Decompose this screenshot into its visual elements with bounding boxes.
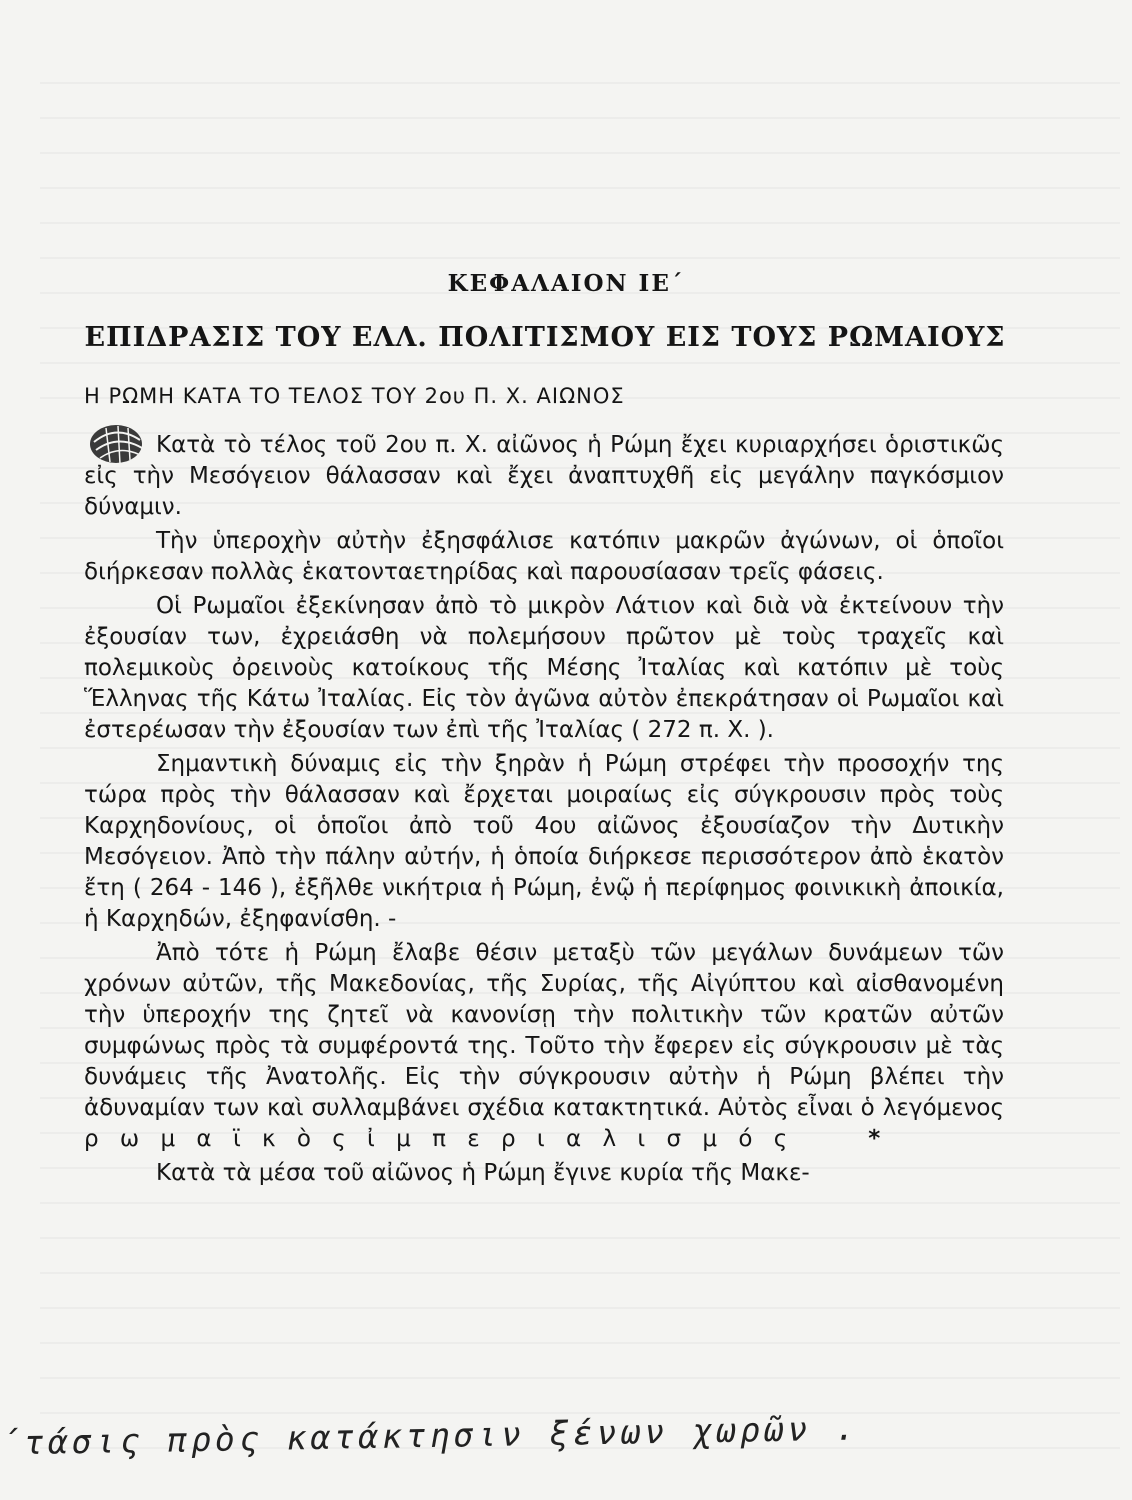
paragraph: Κατὰ τὰ μέσα τοῦ αἰῶνος ἡ Ρώμη ἔγινε κυρία τῆς Μακε-	[156, 1160, 810, 1186]
paragraph: Κατὰ τὸ τέλος τοῦ 2ου π. Χ. αἰῶνος ἡ Ρώμη ἔχει κυριαρχήσει ὁριστικῶς εἰς τὴν Μεσόγειον θάλασσαν καὶ ἔχει ἀναπτυχθῆ εἰς μεγάλην παγκόσμιον δύναμιν.	[84, 432, 1004, 520]
paragraph: Σημαντικὴ δύναμις εἰς τὴν ξηρὰν ἡ Ρώμη στρέφει τὴν προσοχήν της τώρα πρὸς τὴν θάλασσαν καὶ ἔρχεται μοιραίως εἰς σύγκρουσιν πρὸς τοὺς Καρχηδονίους, οἱ ὁποῖοι ἀπὸ τοῦ 4ου αἰῶνος ἐξουσίαζον τὴν Δυτικὴν Μεσόγειον. Ἀπὸ τὴν πάλην αὐτήν, ἡ ὁποία διήρκεσε περισσότερον ἀπὸ ἑκατὸν ἔτη ( 264 - 146 ), ἐξῆλθε νικήτρια ἡ Ρώμη, ἐνῷ ἡ περίφημος φοινικικὴ ἀποικία, ἡ Καρχηδών, ἐξηφανίσθη. -	[84, 751, 1004, 932]
page-title: ΕΠΙΔΡΑΣΙΣ ΤΟΥ ΕΛΛ. ΠΟΛΙΤΙΣΜΟΥ ΕΙΣ ΤΟΥΣ ΡΩΜΑΙΟΥΣ	[84, 322, 1006, 353]
paragraph: Οἱ Ρωμαῖοι ἐξεκίνησαν ἀπὸ τὸ μικρὸν Λάτιον καὶ διὰ νὰ ἐκτείνουν τὴν ἐξουσίαν των, ἐχρειάσθη νὰ πολεμήσουν πρῶτον μὲ τοὺς τραχεῖς καὶ πολεμικοὺς ὀρεινοὺς κατοίκους τῆς Μέσης Ἰταλίας καὶ κατόπιν μὲ τοὺς Ἕλληνας τῆς Κάτω Ἰταλίας. Εἰς τὸν ἀγῶνα αὐτὸν ἐπεκράτησαν οἱ Ρωμαῖοι καὶ ἐστερέωσαν τὴν ἐξουσίαν των ἐπὶ τῆς Ἰταλίας ( 272 π. Χ. ).	[84, 593, 1004, 743]
spaced-term: ρ ω μ α ϊ κ ὸ ς ἰ μ π ε ρ ι α λ ι σ μ ό ς	[84, 1126, 795, 1152]
handwritten-note: ΄τάσις πρὸς κατάκτησιν ξένων χωρῶν .	[0, 1408, 860, 1463]
chapter-heading: ΚΕΦΑΛΑΙΟΝ ΙΕ΄	[447, 270, 685, 297]
paragraph: Τὴν ὑπεροχὴν αὐτὴν ἐξησφάλισε κατόπιν μακρῶν ἀγώνων, οἱ ὁποῖοι διήρκεσαν πολλὰς ἑκατονταετηρίδας καὶ παρουσίασαν τρεῖς φάσεις.	[84, 528, 1004, 585]
body-text	[84, 430, 1004, 1189]
section-subtitle: Η ΡΩΜΗ ΚΑΤΑ ΤΟ ΤΕΛΟΣ ΤΟΥ 2ου Π. Χ. ΑΙΩΝΟΣ	[84, 384, 625, 408]
asterisk-mark: *	[868, 1126, 881, 1152]
paragraph-with-term	[84, 938, 1004, 1155]
paragraph-text: Ἀπὸ τότε ἡ Ρώμη ἔλαβε θέσιν μεταξὺ τῶν μεγάλων δυνάμεων τῶν χρόνων αὐτῶν, τῆς Μακεδονίας, τῆς Συρίας, τῆς Αἰγύπτου καὶ αἰσθανομένη τὴν ὑπεροχήν της ζητεῖ νὰ κανονίσῃ τὴν πολιτικὴν τῶν κρατῶν αὐτῶν συμφώνως πρὸς τὰ συμφέροντά της. Τοῦτο τὴν ἔφερεν εἰς σύγκρουσιν μὲ τὰς δυνάμεις τῆς Ἀνατολῆς. Εἰς τὴν σύγκρουσιν αὐτὴν ἡ Ρώμη βλέπει τὴν ἀδυναμίαν των καὶ συλλαμβάνει σχέδια κατακτητικά. Αὐτὸς εἶναι ὁ λεγόμενος	[84, 940, 1004, 1121]
